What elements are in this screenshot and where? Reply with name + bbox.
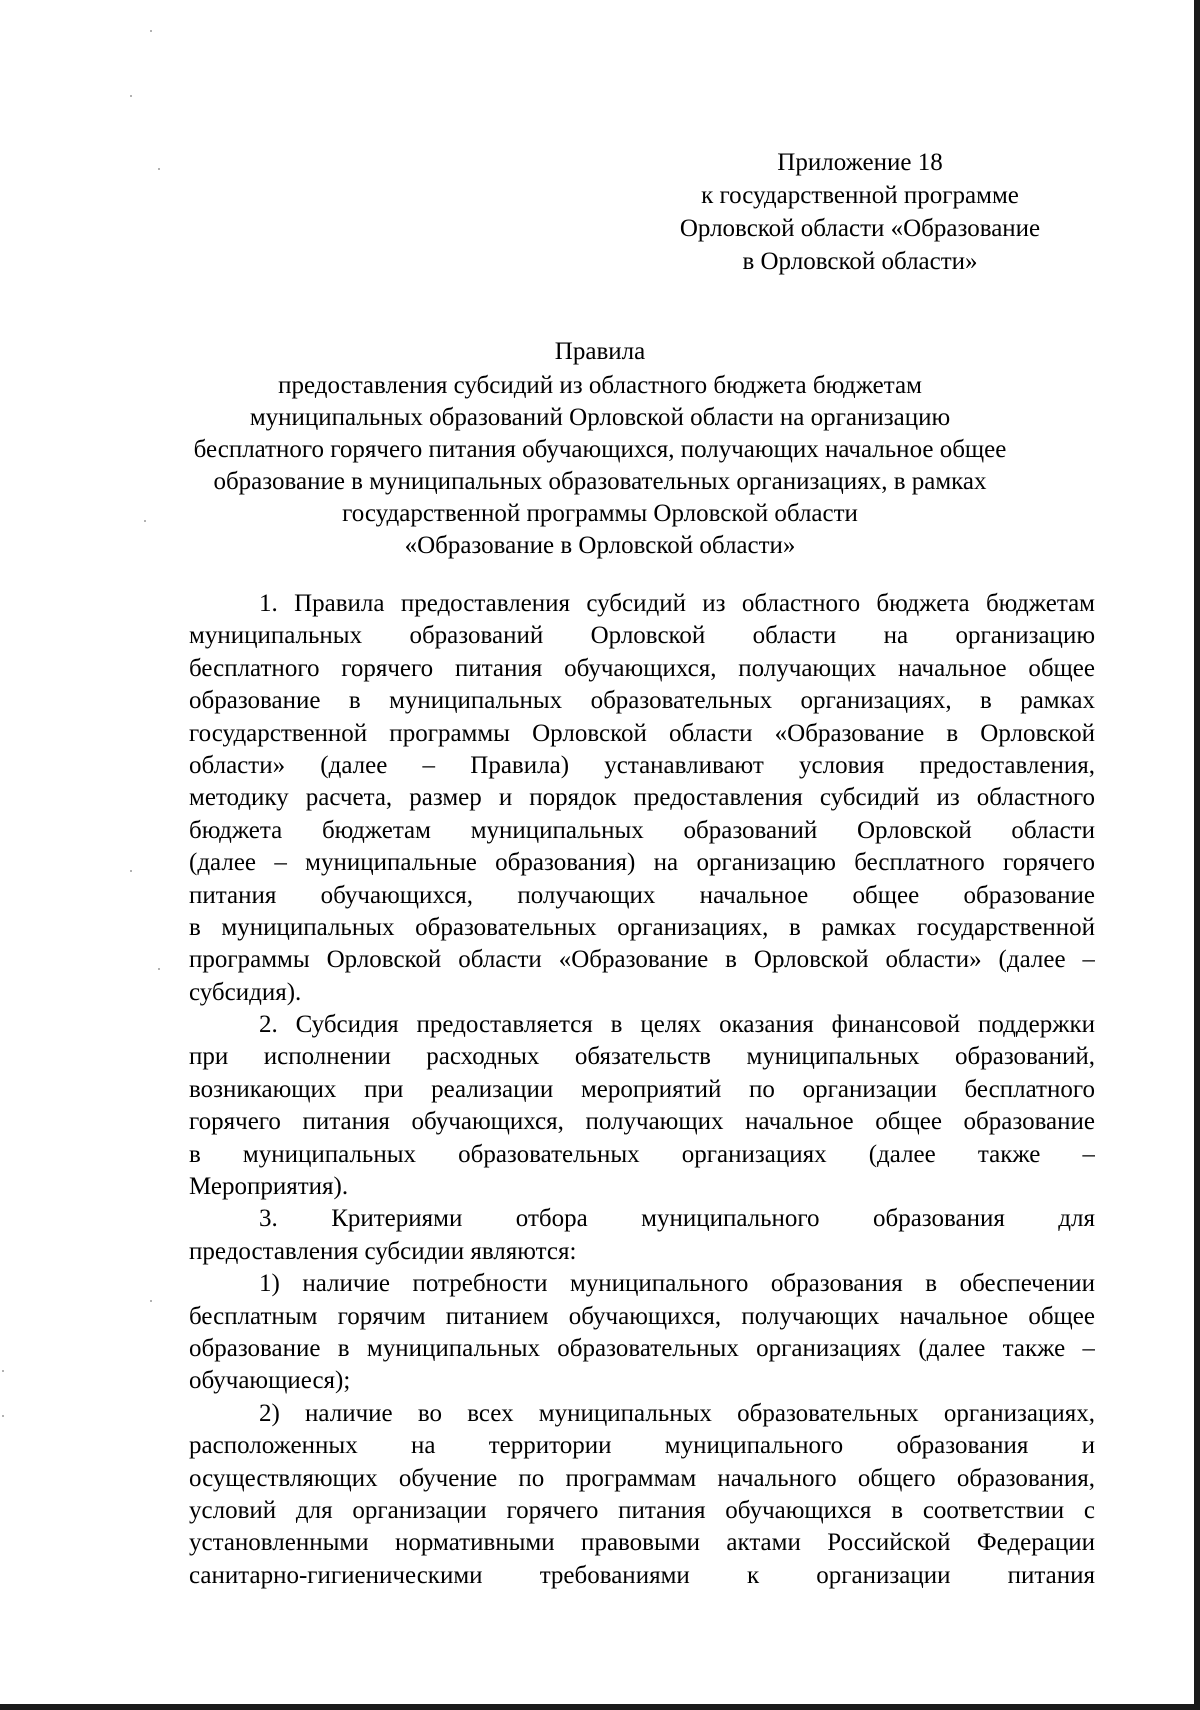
body-line: бюджета бюджетам муниципальных образований Орловской области <box>189 816 1095 844</box>
body-line: санитарно-гигиеническими требованиями к организации питания <box>189 1561 1095 1589</box>
body-line: 3. Критериями отбора муниципального образования для <box>259 1205 1095 1233</box>
body-line: в муниципальных образовательных организациях (далее также – <box>189 1140 1095 1168</box>
body-line: образование в муниципальных образовательных организациях (далее также – <box>189 1334 1095 1362</box>
body-line: возникающих при реализации мероприятий по организации бесплатного <box>189 1075 1095 1103</box>
body-line: 2. Субсидия предоставляется в целях оказания финансовой поддержки <box>259 1011 1095 1039</box>
body-line: муниципальных образований Орловской области на организацию <box>189 622 1095 650</box>
scan-speck <box>144 520 146 522</box>
document-title <box>150 336 1050 562</box>
body-line: в муниципальных образовательных организациях, в рамках государственной <box>189 913 1095 941</box>
scan-speck <box>130 870 132 872</box>
scan-speck <box>150 30 152 32</box>
appendix-line: Орловской области «Образование <box>679 215 1041 242</box>
body-line: 2) наличие во всех муниципальных образовательных организациях, <box>259 1399 1095 1427</box>
body-line: обучающиеся); <box>189 1367 351 1395</box>
title-subtitle-line: «Образование в Орловской области» <box>404 532 796 559</box>
body-line: области» (далее – Правила) устанавливают условия предоставления, <box>189 751 1095 779</box>
body-line: 1. Правила предоставления субсидий из областного бюджета бюджетам <box>259 590 1095 617</box>
scan-speck <box>158 968 160 970</box>
title-subtitle-line: муниципальных образований Орловской области на организацию <box>249 404 951 431</box>
body-line: бесплатного горячего питания обучающихся, получающих начальное общее <box>189 654 1095 682</box>
scan-edge-bottom <box>0 1704 1200 1710</box>
title-subtitle-line: предоставления субсидий из областного бюджета бюджетам <box>278 372 922 399</box>
body-line: горячего питания обучающихся, получающих начальное общее образование <box>189 1108 1095 1136</box>
scan-speck <box>2 1370 4 1372</box>
body-line: субсидия). <box>189 978 302 1006</box>
body-line: Мероприятия). <box>189 1173 349 1201</box>
body-line: методику расчета, размер и порядок предоставления субсидий из областного <box>189 784 1095 812</box>
body-line: программы Орловской области «Образование в Орловской области» (далее – <box>189 946 1095 974</box>
appendix-header <box>640 146 1080 278</box>
body-line: осуществляющих обучение по программам начального общего образования, <box>189 1464 1095 1492</box>
appendix-line: Приложение 18 <box>777 149 943 176</box>
title-subtitle-line: государственной программы Орловской области <box>342 500 858 527</box>
body-line: при исполнении расходных обязательств муниципальных образований, <box>189 1043 1095 1071</box>
scan-speck <box>150 1300 152 1302</box>
title-subtitle-line: образование в муниципальных образовательных организациях, в рамках <box>213 468 987 495</box>
body-line: питания обучающихся, получающих начальное общее образование <box>189 881 1095 909</box>
body-line: установленными нормативными правовыми актами Российской Федерации <box>189 1529 1095 1557</box>
body-line: бесплатным горячим питанием обучающихся, получающих начальное общее <box>189 1302 1095 1330</box>
body-line: расположенных на территории муниципального образования и <box>189 1432 1095 1460</box>
document-body <box>189 588 1095 1592</box>
appendix-line: к государственной программе <box>701 182 1019 209</box>
title-heading: Правила <box>554 338 646 365</box>
body-line: государственной программы Орловской области «Образование в Орловской <box>189 719 1095 747</box>
scan-speck <box>2 1415 4 1417</box>
scan-speck <box>158 168 160 170</box>
scan-speck <box>130 95 132 97</box>
body-line: (далее – муниципальные образования) на организацию бесплатного горячего <box>189 849 1095 877</box>
body-line: условий для организации горячего питания обучающихся в соответствии с <box>189 1496 1095 1524</box>
body-line: образование в муниципальных образовательных организациях, в рамках <box>189 687 1095 715</box>
title-subtitle-line: бесплатного горячего питания обучающихся, получающих начальное общее <box>193 436 1007 463</box>
body-line: 1) наличие потребности муниципального образования в обеспечении <box>259 1270 1095 1298</box>
appendix-line: в Орловской области» <box>742 248 978 275</box>
body-line: предоставления субсидии являются: <box>189 1237 577 1265</box>
scan-edge-right <box>1194 0 1200 1710</box>
